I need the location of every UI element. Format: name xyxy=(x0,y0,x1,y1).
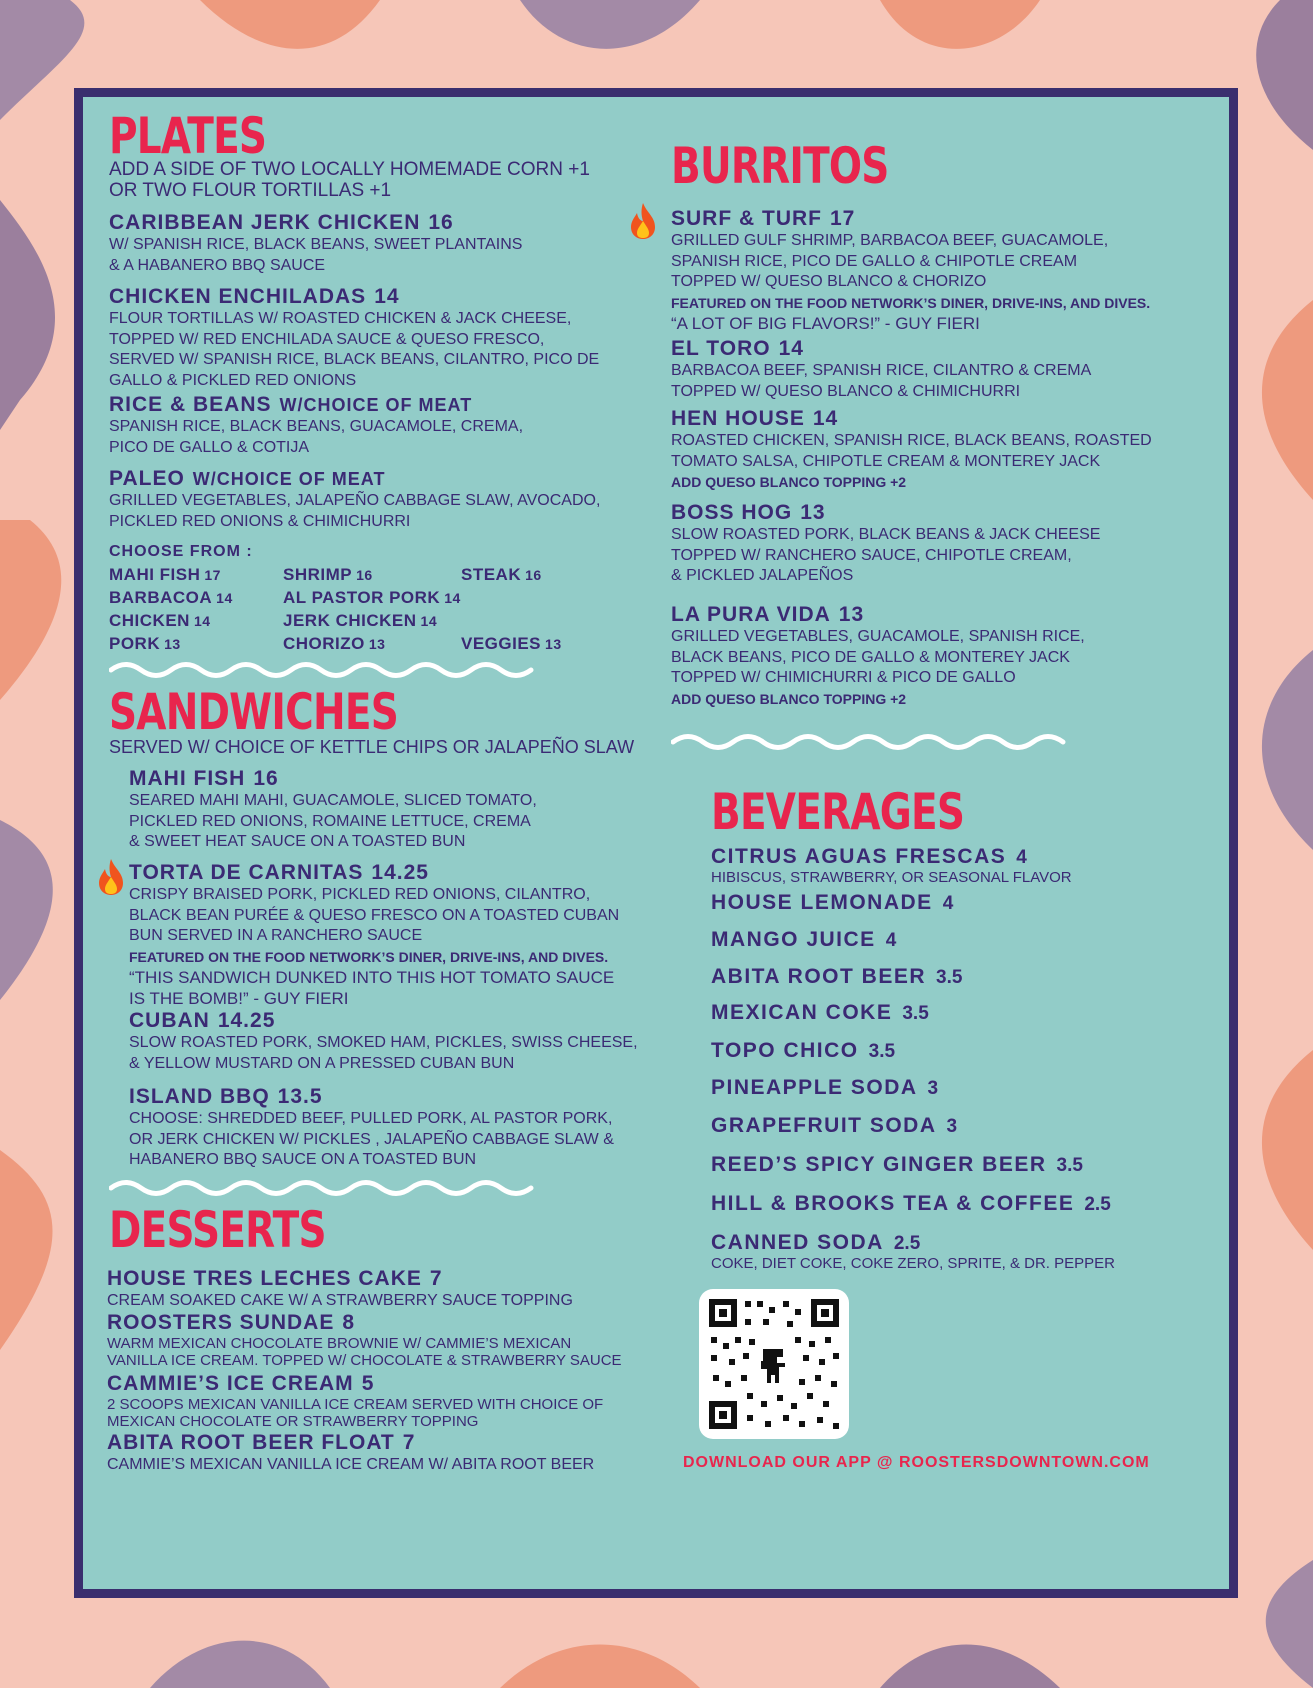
choose-option: JERK CHICKEN 14 xyxy=(283,611,438,630)
beverage-item: CANNED SODA 2.5 COKE, DIET COKE, COKE ZERO, SPRITE, & DR. PEPPER xyxy=(711,1231,1115,1272)
item-desc: TOPPED W/ QUESO BLANCO & CHIMICHURRI xyxy=(671,382,1021,400)
item-name: EL TORO xyxy=(671,337,771,360)
item-desc: TOPPED W/ QUESO BLANCO & CHORIZO xyxy=(671,273,987,290)
item-desc: PICKLED RED ONIONS, ROMAINE LETTUCE, CREMA xyxy=(129,812,531,830)
item-price: 17 xyxy=(830,207,856,230)
item-desc: BLACK BEAN PURÉE & QUESO FRESCO ON A TOASTED CUBAN xyxy=(129,906,620,924)
item-price: 16 xyxy=(428,211,454,234)
item-name: HOUSE TRES LECHES CAKE xyxy=(107,1267,422,1290)
item-price: 14 xyxy=(778,337,804,360)
choose-option: SHRIMP 16 xyxy=(283,565,373,584)
quote: “THIS SANDWICH DUNKED INTO THIS HOT TOMATO SAUCE xyxy=(129,967,615,987)
plates-note-2: OR TWO FLOUR TORTILLAS +1 xyxy=(109,180,392,201)
sandwich-item-torta-de-carnitas xyxy=(129,861,619,1009)
dessert-item-abita-float xyxy=(107,1431,594,1476)
quote: IS THE BOMB!” - GUY FIERI xyxy=(129,988,349,1008)
sandwich-item-mahi-fish xyxy=(129,767,537,853)
item-desc: CHOOSE: SHREDDED BEEF, PULLED PORK, AL PASTOR PORK, xyxy=(129,1110,613,1127)
sandwich-item-cuban xyxy=(129,1009,638,1074)
item-desc: & A HABANERO BBQ SAUCE xyxy=(109,256,326,274)
item-name: CAMMIE’S ICE CREAM xyxy=(107,1372,354,1395)
item-desc: SPANISH RICE, BLACK BEANS, GUACAMOLE, CREMA, xyxy=(109,418,524,435)
item-name: SURF & TURF xyxy=(671,207,822,230)
item-name: ABITA ROOT BEER FLOAT xyxy=(107,1431,395,1454)
plate-item-paleo xyxy=(109,467,600,532)
item-name: PALEO xyxy=(109,467,185,490)
choose-option: MAHI FISH 17 xyxy=(109,565,221,584)
dessert-item-roosters-sundae xyxy=(107,1311,622,1369)
item-desc: & SWEET HEAT SAUCE ON A TOASTED BUN xyxy=(129,833,466,850)
beverage-item: HOUSE LEMONADE 4 xyxy=(711,891,954,914)
item-desc: PICO DE GALLO & COTIJA xyxy=(109,438,310,456)
item-name: RICE & BEANS xyxy=(109,393,272,416)
item-price: 7 xyxy=(402,1431,416,1454)
beverage-item: MEXICAN COKE 3.5 xyxy=(711,1001,929,1024)
item-price: 5 xyxy=(361,1372,375,1395)
extra-note: ADD QUESO BLANCO TOPPING +2 xyxy=(671,474,907,490)
item-desc: & PICKLED JALAPEÑOS xyxy=(671,567,854,584)
choose-option: VEGGIES 13 xyxy=(461,634,562,653)
item-desc: BUN SERVED IN A RANCHERO SAUCE xyxy=(129,927,423,944)
sandwiches-title: SANDWICHES xyxy=(109,683,399,741)
choose-option: STEAK 16 xyxy=(461,565,542,584)
item-name: TORTA DE CARNITAS xyxy=(129,861,364,884)
item-desc: & YELLOW MUSTARD ON A PRESSED CUBAN BUN xyxy=(129,1054,515,1072)
beverage-item: MANGO JUICE 4 xyxy=(711,928,897,951)
plates-title: PLATES xyxy=(109,107,267,165)
plate-item-caribbean-jerk-chicken xyxy=(109,211,522,276)
item-desc: TOPPED W/ RANCHERO SAUCE, CHIPOTLE CREAM, xyxy=(671,546,1072,564)
item-name: CHICKEN ENCHILADAS xyxy=(109,285,367,308)
item-desc: SLOW ROASTED PORK, BLACK BEANS & JACK CHEESE xyxy=(671,526,1101,543)
choose-option: CHICKEN 14 xyxy=(109,611,211,630)
flame-icon xyxy=(627,201,659,241)
item-name: LA PURA VIDA xyxy=(671,603,831,626)
burrito-item-la-pura-vida xyxy=(671,603,1085,709)
sandwiches-note: SERVED W/ CHOICE OF KETTLE CHIPS OR JALAPEÑO SLAW xyxy=(109,737,635,757)
item-price: 13 xyxy=(800,501,826,524)
beverage-item: TOPO CHICO 3.5 xyxy=(711,1039,896,1062)
item-name: BOSS HOG xyxy=(671,501,793,524)
item-desc: CAMMIE’S MEXICAN VANILLA ICE CREAM W/ ABITA ROOT BEER xyxy=(107,1456,595,1473)
plate-item-chicken-enchiladas xyxy=(109,285,599,391)
item-desc: SLOW ROASTED PORK, SMOKED HAM, PICKLES, SWISS CHEESE, xyxy=(129,1034,638,1051)
burrito-item-boss-hog xyxy=(671,501,1100,587)
beverage-item: ABITA ROOT BEER 3.5 xyxy=(711,965,963,988)
item-price: 13 xyxy=(838,603,865,626)
item-desc: 2 SCOOPS MEXICAN VANILLA ICE CREAM SERVED WITH CHOICE OF xyxy=(107,1396,604,1413)
item-desc: TOPPED W/ CHIMICHURRI & PICO DE GALLO xyxy=(671,669,1016,686)
plates-note-1: ADD A SIDE OF TWO LOCALLY HOMEMADE CORN +1 xyxy=(109,159,590,180)
item-desc: GRILLED VEGETABLES, JALAPEÑO CABBAGE SLAW, AVOCADO, xyxy=(109,492,601,509)
qr-code-icon xyxy=(699,1289,849,1439)
item-desc: SPANISH RICE, PICO DE GALLO & CHIPOTLE CREAM xyxy=(671,252,1078,270)
item-price: 14 xyxy=(812,407,839,430)
item-desc: CRISPY BRAISED PORK, PICKLED RED ONIONS, CILANTRO, xyxy=(129,886,591,903)
item-desc: BARBACOA BEEF, SPANISH RICE, CILANTRO & CREMA xyxy=(671,362,1092,379)
item-name: ISLAND BBQ xyxy=(129,1085,270,1108)
beverage-item: PINEAPPLE SODA 3 xyxy=(711,1076,939,1099)
beverage-item: CITRUS AGUAS FRESCAS 4 HIBISCUS, STRAWBERRY, OR SEASONAL FLAVOR xyxy=(711,845,1072,886)
featured-note: FEATURED ON THE FOOD NETWORK’S DINER, DRIVE-INS, AND DIVES. xyxy=(671,294,1151,311)
item-price: W/CHOICE OF MEAT xyxy=(279,395,473,415)
quote: “A LOT OF BIG FLAVORS!” - GUY FIERI xyxy=(671,313,980,333)
item-price: 16 xyxy=(253,767,279,790)
desserts-title: DESSERTS xyxy=(109,1201,326,1259)
item-desc: CREAM SOAKED CAKE W/ A STRAWBERRY SAUCE TOPPING xyxy=(107,1292,573,1309)
plate-item-rice-beans xyxy=(109,393,523,458)
item-name: MAHI FISH xyxy=(129,767,246,790)
item-desc: W/ SPANISH RICE, BLACK BEANS, SWEET PLANTAINS xyxy=(109,236,523,253)
item-price: W/CHOICE OF MEAT xyxy=(192,469,386,489)
item-desc: ROASTED CHICKEN, SPANISH RICE, BLACK BEANS, ROASTED xyxy=(671,432,1152,449)
choose-option: PORK 13 xyxy=(109,634,181,653)
download-app-link[interactable]: DOWNLOAD OUR APP @ ROOSTERSDOWNTOWN.COM xyxy=(683,1454,1150,1471)
dessert-item-cammies-ice-cream xyxy=(107,1372,603,1430)
choose-option: AL PASTOR PORK 14 xyxy=(283,588,461,607)
burrito-item-hen-house xyxy=(671,407,1152,492)
item-desc: BLACK BEANS, PICO DE GALLO & MONTEREY JACK xyxy=(671,648,1070,666)
wave-divider xyxy=(109,659,539,681)
item-desc: GRILLED VEGETABLES, GUACAMOLE, SPANISH RICE, xyxy=(671,628,1085,645)
item-desc: TOPPED W/ RED ENCHILADA SAUCE & QUESO FRESCO, xyxy=(109,330,545,348)
flame-icon xyxy=(95,857,127,897)
item-price: 14.25 xyxy=(217,1009,276,1032)
item-desc: GALLO & PICKLED RED ONIONS xyxy=(109,371,357,389)
choose-option: BARBACOA 14 xyxy=(109,588,233,607)
item-desc: WARM MEXICAN CHOCOLATE BROWNIE W/ CAMMIE’S MEXICAN xyxy=(107,1335,572,1352)
item-desc: SERVED W/ SPANISH RICE, BLACK BEANS, CILANTRO, PICO DE xyxy=(109,351,600,368)
item-price: 7 xyxy=(429,1267,443,1290)
burritos-title: BURRITOS xyxy=(671,137,889,195)
item-desc: TOMATO SALSA, CHIPOTLE CREAM & MONTEREY JACK xyxy=(671,452,1101,470)
qr-code[interactable] xyxy=(699,1289,849,1439)
item-desc: GRILLED GULF SHRIMP, BARBACOA BEEF, GUACAMOLE, xyxy=(671,232,1109,249)
beverage-item: REED’S SPICY GINGER BEER 3.5 xyxy=(711,1153,1083,1176)
choose-from-label: CHOOSE FROM : xyxy=(109,543,253,560)
item-price: 8 xyxy=(342,1311,356,1334)
item-desc: SEARED MAHI MAHI, GUACAMOLE, SLICED TOMATO, xyxy=(129,792,537,809)
item-desc: FLOUR TORTILLAS W/ ROASTED CHICKEN & JACK CHEESE, xyxy=(109,310,572,327)
burrito-item-el-toro xyxy=(671,337,1091,402)
menu-panel xyxy=(74,88,1238,1598)
beverage-item: HILL & BROOKS TEA & COFFEE 2.5 xyxy=(711,1192,1111,1215)
item-name: HEN HOUSE xyxy=(671,407,805,430)
extra-note: ADD QUESO BLANCO TOPPING +2 xyxy=(671,690,907,707)
item-desc: PICKLED RED ONIONS & CHIMICHURRI xyxy=(109,512,411,530)
item-desc: HABANERO BBQ SAUCE ON A TOASTED BUN xyxy=(129,1151,477,1168)
wave-divider xyxy=(109,1177,539,1199)
sandwich-item-island-bbq xyxy=(129,1085,614,1171)
burrito-item-surf-turf xyxy=(671,207,1150,334)
dessert-item-tres-leches xyxy=(107,1267,573,1312)
item-price: 14 xyxy=(374,285,400,308)
item-name: CUBAN xyxy=(129,1009,210,1032)
choose-option: CHORIZO 13 xyxy=(283,634,386,653)
item-price: 13.5 xyxy=(277,1085,323,1108)
featured-note: FEATURED ON THE FOOD NETWORK’S DINER, DRIVE-INS, AND DIVES. xyxy=(129,948,609,965)
item-name: CARIBBEAN JERK CHICKEN xyxy=(109,211,421,234)
item-desc: OR JERK CHICKEN W/ PICKLES , JALAPEÑO CABBAGE SLAW & xyxy=(129,1130,614,1148)
beverage-item: GRAPEFRUIT SODA 3 xyxy=(711,1114,958,1137)
item-name: ROOSTERS SUNDAE xyxy=(107,1311,335,1334)
wave-divider xyxy=(671,731,1091,753)
item-desc: VANILLA ICE CREAM. TOPPED W/ CHOCOLATE & STRAWBERRY SAUCE xyxy=(107,1352,622,1369)
beverages-title: BEVERAGES xyxy=(711,783,965,841)
item-desc: MEXICAN CHOCOLATE OR STRAWBERRY TOPPING xyxy=(107,1413,479,1430)
item-price: 14.25 xyxy=(371,861,429,884)
